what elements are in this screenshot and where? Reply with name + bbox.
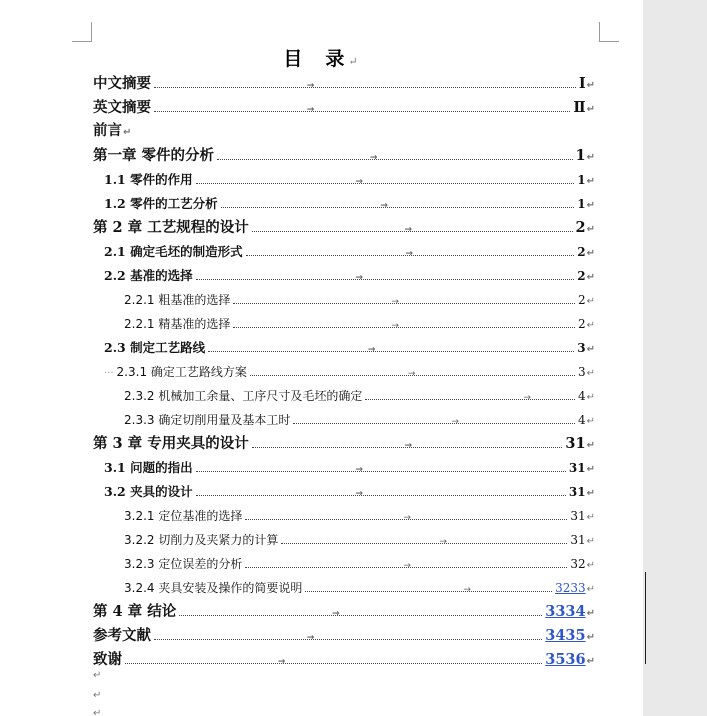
- tab-arrow-icon: →: [463, 585, 471, 595]
- empty-paragraph-mark-icon: ↵: [93, 670, 102, 681]
- paragraph-mark-icon: ↵: [586, 416, 595, 427]
- toc-entry-label: 1.2 零件的工艺分析: [104, 196, 218, 211]
- toc-entry-label: 3.2 夹具的设计: [104, 484, 193, 499]
- toc-entry-label: 2.3.2 机械加工余量、工序尺寸及毛坯的确定: [124, 389, 363, 403]
- crop-mark-top-right-h: [599, 41, 619, 42]
- toc-entry[interactable]: [104, 361, 595, 381]
- paragraph-mark-icon: ↵: [586, 440, 595, 451]
- toc-entry[interactable]: [93, 433, 595, 453]
- paragraph-mark-icon: ↵: [586, 560, 595, 571]
- tab-arrow-icon: →: [355, 273, 363, 283]
- toc-page-number: 31: [570, 509, 586, 523]
- paragraph-mark-icon: ↵: [586, 104, 595, 115]
- empty-paragraph-mark-icon: ↵: [93, 708, 102, 716]
- paragraph-mark-icon: ↵: [586, 656, 595, 667]
- tab-arrow-icon: →: [277, 657, 286, 667]
- toc-page-number: 3: [577, 365, 586, 379]
- tab-arrow-icon: →: [405, 249, 413, 259]
- toc-leader-dots: [154, 73, 576, 91]
- toc-page-number[interactable]: 3536: [545, 651, 586, 668]
- toc-entry[interactable]: [104, 457, 595, 477]
- paragraph-mark-icon: ↵: [586, 80, 595, 91]
- tab-arrow-icon: →: [523, 393, 531, 403]
- toc-leader-dots: [208, 337, 574, 355]
- toc-entry[interactable]: [104, 169, 595, 189]
- toc-page-number: 1: [577, 197, 586, 211]
- toc-page-number[interactable]: 3233: [555, 581, 586, 595]
- toc-entry-label: 2.1 确定毛坯的制造形式: [104, 244, 243, 259]
- paragraph-mark-icon: ↵: [586, 536, 595, 547]
- toc-page-number[interactable]: 3334: [545, 603, 586, 620]
- toc-entry[interactable]: [124, 409, 595, 429]
- tab-arrow-icon: →: [355, 465, 363, 475]
- toc-entry-label: 中文摘要: [93, 75, 151, 92]
- paragraph-mark-icon: ↵: [586, 296, 595, 307]
- paragraph-mark-icon: ↵: [586, 632, 595, 643]
- tab-arrow-icon: →: [331, 609, 340, 619]
- toc-leader-dots: [221, 193, 575, 211]
- toc-entry-label: 3.1 问题的指出: [104, 460, 193, 475]
- toc-leader-dots: [233, 289, 575, 307]
- toc-leader-dots: [233, 313, 575, 331]
- toc-entry-label: 2.2.1 精基准的选择: [124, 317, 231, 331]
- paragraph-mark-icon: ↵: [586, 176, 595, 187]
- tab-arrow-icon: →: [404, 441, 413, 451]
- toc-entry-label: 3.2.1 定位基准的选择: [124, 509, 243, 523]
- toc-page-number: 2: [575, 219, 586, 236]
- paragraph-mark-icon: ↵: [586, 224, 595, 235]
- toc-entry[interactable]: [93, 145, 595, 165]
- paragraph-mark-icon: ↵: [586, 392, 595, 403]
- toc-page-number: Ⅰ: [578, 75, 586, 92]
- paragraph-mark-icon: ↵: [586, 464, 595, 475]
- paragraph-mark-icon: ↵: [586, 152, 595, 163]
- toc-entry-label: 2.3.3 确定切削用量及基本工时: [124, 413, 291, 427]
- toc-entry-label: 致谢: [93, 651, 122, 668]
- toc-entry[interactable]: [124, 529, 595, 549]
- toc-leader-dots: [196, 265, 575, 283]
- toc-leader-dots: [281, 529, 567, 547]
- toc-page-number: 31: [568, 485, 586, 499]
- toc-entry[interactable]: [124, 505, 595, 525]
- tab-arrow-icon: →: [403, 561, 411, 571]
- tab-arrow-icon: →: [306, 105, 315, 115]
- paragraph-mark-icon: ↵: [586, 248, 595, 259]
- toc-entry[interactable]: [124, 577, 595, 597]
- tab-arrow-icon: →: [391, 297, 399, 307]
- toc-page-number: 2: [577, 245, 586, 259]
- toc-entry[interactable]: [104, 265, 595, 285]
- toc-leader-dots: [196, 169, 575, 187]
- toc-entry-label: 2.2.1 粗基准的选择: [124, 293, 231, 307]
- toc-leader-dots: [293, 409, 575, 427]
- toc-entry[interactable]: [93, 97, 595, 117]
- paragraph-mark-icon: ↵: [586, 584, 595, 595]
- paragraph-mark-icon: ↵: [123, 127, 132, 138]
- tab-arrow-icon: →: [306, 81, 315, 91]
- tab-arrow-icon: →: [367, 345, 376, 355]
- toc-entry[interactable]: [104, 241, 595, 261]
- tab-arrow-icon: →: [306, 633, 315, 643]
- toc-title: [0, 44, 643, 71]
- toc-entry-label: 3.2.4 夹具安装及操作的简要说明: [124, 581, 303, 595]
- toc-leader-dots: [305, 577, 552, 595]
- crop-mark-top-left-v: [91, 22, 92, 42]
- toc-entry-label: 2.3.1 确定工艺路线方案: [116, 365, 247, 379]
- toc-leader-dots: [217, 145, 572, 163]
- toc-entry[interactable]: [93, 217, 595, 237]
- toc-leader-dots: [250, 361, 575, 379]
- toc-entry-label: 2.2 基准的选择: [104, 268, 193, 283]
- toc-page-number: 32: [570, 557, 586, 571]
- toc-entry-label: 3.2.3 定位误差的分析: [124, 557, 243, 571]
- toc-page-number: Ⅱ: [573, 99, 586, 116]
- paragraph-mark-icon: ↵: [586, 272, 595, 283]
- toc-page-number: 2: [577, 269, 586, 283]
- tab-arrow-icon: →: [369, 153, 378, 163]
- toc-entry[interactable]: [93, 121, 595, 141]
- toc-entry[interactable]: [104, 193, 595, 213]
- toc-page-number: 2: [577, 317, 586, 331]
- toc-leader-dots: [252, 433, 563, 451]
- toc-entry[interactable]: [93, 649, 595, 669]
- toc-entry-label: 1.1 零件的作用: [104, 172, 193, 187]
- tab-arrow-icon: →: [451, 417, 459, 427]
- toc-entry[interactable]: [93, 625, 595, 645]
- paragraph-mark-icon: ↵: [586, 488, 595, 499]
- toc-entry-label: 第 3 章 专用夹具的设计: [93, 435, 249, 452]
- toc-entry-label: 第 4 章 结论: [93, 603, 177, 620]
- toc-entry[interactable]: [124, 385, 595, 405]
- toc-page-number: 1: [577, 173, 586, 187]
- toc-leader-dots: [125, 649, 542, 667]
- toc-entry-label: 参考文献: [93, 627, 151, 644]
- tab-arrow-icon: →: [439, 537, 447, 547]
- paragraph-mark-icon: ↵: [586, 320, 595, 331]
- paragraph-mark-icon: ↵: [586, 344, 595, 355]
- tab-arrow-icon: →: [407, 369, 416, 379]
- toc-title-text: 目 录: [283, 48, 347, 70]
- paragraph-mark-icon: ↵: [586, 200, 595, 211]
- toc-entry-label: 2.3 制定工艺路线: [104, 340, 206, 355]
- hidden-formatting-dots: ···: [104, 368, 114, 379]
- toc-entry-label: 英文摘要: [93, 99, 151, 116]
- toc-entry[interactable]: [124, 553, 595, 573]
- toc-page-number[interactable]: 3435: [545, 627, 586, 644]
- toc-entry[interactable]: [93, 73, 595, 93]
- toc-leader-dots: [246, 241, 575, 259]
- paragraph-mark-icon: ↵: [586, 608, 595, 619]
- toc-entry[interactable]: [124, 313, 595, 333]
- toc-leader-dots: [245, 505, 567, 523]
- toc-entry-label: 3.2.2 切削力及夹紧力的计算: [124, 533, 279, 547]
- toc-leader-dots: [154, 625, 542, 643]
- toc-leader-dots: [154, 97, 570, 115]
- toc-entry[interactable]: [124, 289, 595, 309]
- toc-entry[interactable]: [104, 481, 595, 501]
- toc-page-number: 3: [577, 341, 586, 355]
- paragraph-mark-icon: ↵: [586, 368, 595, 379]
- tab-arrow-icon: →: [355, 177, 363, 187]
- toc-leader-dots: [252, 217, 573, 235]
- tab-arrow-icon: →: [391, 321, 399, 331]
- toc-page-number: 31: [565, 435, 586, 452]
- toc-page-number: 1: [575, 147, 586, 164]
- toc-page-number: 31: [568, 461, 586, 475]
- toc-leader-dots: [245, 553, 567, 571]
- toc-page-number: 31: [570, 533, 586, 547]
- toc-page-number: 4: [577, 389, 586, 403]
- paragraph-mark-icon: ↵: [586, 512, 595, 523]
- toc-leader-dots: [196, 457, 566, 475]
- toc-leader-dots: [179, 601, 542, 619]
- paragraph-mark-icon: ↵: [348, 55, 360, 68]
- tab-arrow-icon: →: [355, 489, 363, 499]
- toc-entry[interactable]: [104, 337, 595, 357]
- toc-page-number: 2: [577, 293, 586, 307]
- toc-leader-dots: [196, 481, 566, 499]
- tab-arrow-icon: →: [380, 201, 388, 211]
- toc-entry-label: 第 2 章 工艺规程的设计: [93, 219, 249, 236]
- crop-mark-top-left-h: [72, 41, 92, 42]
- toc-entry[interactable]: [93, 601, 595, 621]
- tab-arrow-icon: →: [404, 225, 413, 235]
- crop-mark-top-right-v: [599, 22, 600, 42]
- tab-arrow-icon: →: [403, 513, 411, 523]
- toc-page-number: 4: [577, 413, 586, 427]
- toc-entry-label: 第一章 零件的分析: [93, 147, 215, 164]
- toc-leader-dots: [365, 385, 575, 403]
- toc-entry-label: 前言: [93, 122, 122, 139]
- change-bar: [645, 572, 646, 664]
- empty-paragraph-mark-icon: ↵: [93, 690, 102, 701]
